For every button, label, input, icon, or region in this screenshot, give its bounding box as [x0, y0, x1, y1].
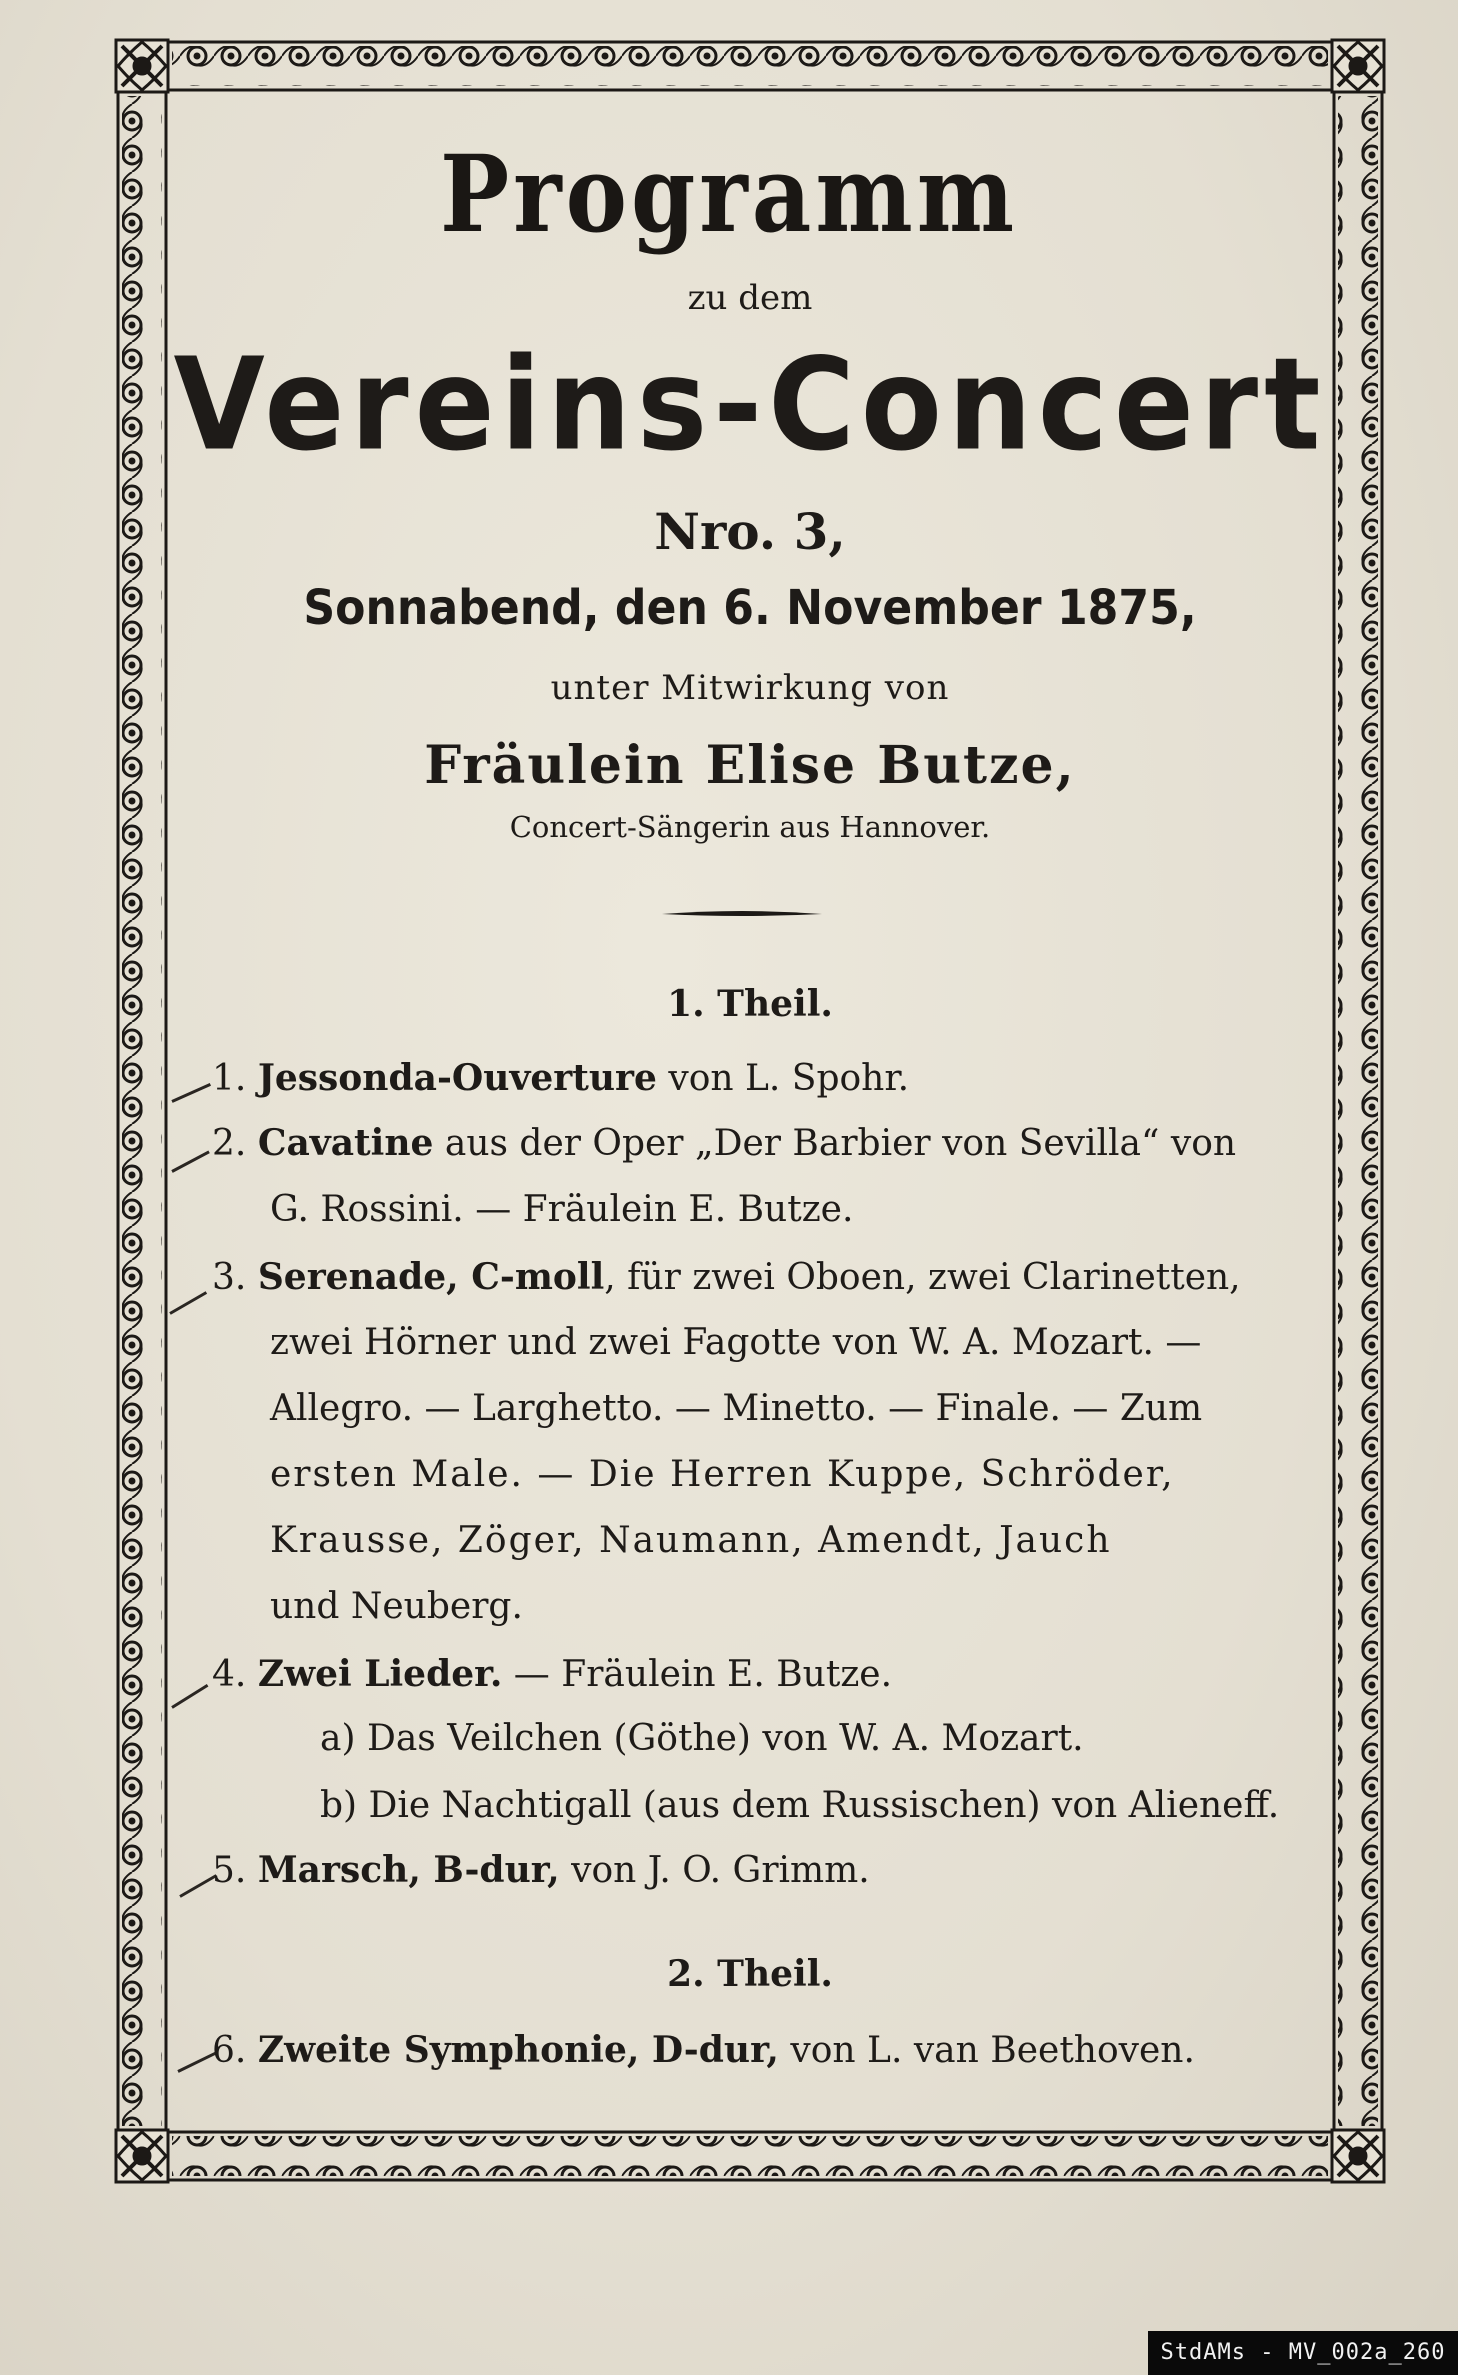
archive-stamp: StdAMs - MV_002a_260	[1148, 2331, 1458, 2375]
item-details: von L. Spohr.	[656, 1058, 910, 1099]
programme-item-3-cont: zwei Hörner und zwei Fagotte von W. A. Mozart. —	[270, 1322, 1202, 1363]
item-work-title: Serenade, C-moll	[257, 1256, 605, 1298]
performer-name: Fräulein Elise Butze,	[424, 735, 1076, 796]
item-number: 5.	[212, 1850, 247, 1891]
programme-item-1	[212, 1056, 909, 1101]
programme-item-3	[212, 1255, 1241, 1300]
pencil-tick	[177, 2052, 216, 2073]
cooperation-line: unter Mitwirkung von	[550, 668, 950, 708]
item-details: von L. van Beethoven.	[778, 2030, 1195, 2071]
divider-ornament	[662, 910, 822, 918]
item-details: , für zwei Oboen, zwei Clarinetten,	[604, 1257, 1241, 1298]
item-number: 3.	[212, 1257, 247, 1298]
programme-item-3-cont: und Neuberg.	[270, 1586, 523, 1627]
item-work-title: Jessonda-Ouverture	[257, 1057, 657, 1099]
pencil-tick	[171, 1083, 211, 1103]
concert-date: Sonnabend, den 6. November 1875,	[303, 580, 1197, 636]
pencil-tick	[171, 1684, 208, 1709]
concert-title: Vereins-Concert	[173, 329, 1327, 479]
item-number: 2.	[212, 1123, 247, 1164]
programme-item-4a: a) Das Veilchen (Göthe) von W. A. Mozart.	[320, 1718, 1084, 1759]
pencil-tick	[171, 1150, 209, 1172]
programme-item-4	[212, 1652, 892, 1697]
subheading-zu-dem: zu dem	[687, 278, 813, 318]
item-details: — Fräulein E. Butze.	[502, 1654, 893, 1695]
programme-item-2-cont: G. Rossini. — Fräulein E. Butze.	[270, 1189, 854, 1230]
pencil-tick	[169, 1291, 207, 1315]
item-number: 4.	[212, 1654, 247, 1695]
programme-item-6	[212, 2028, 1195, 2073]
item-details: von J. O. Grimm.	[559, 1850, 870, 1891]
programme-item-3-cont: Krausse, Zöger, Naumann, Amendt, Jauch	[270, 1520, 1112, 1561]
part-2-heading: 2. Theil.	[667, 1953, 833, 1995]
item-work-title: Zweite Symphonie, D-dur,	[257, 2029, 779, 2071]
programme-item-3-cont: ersten Male. — Die Herren Kuppe, Schröder,	[270, 1454, 1175, 1495]
item-number: 1.	[212, 1058, 247, 1099]
part-1-heading: 1. Theil.	[667, 983, 833, 1025]
programme-item-3-cont: Allegro. — Larghetto. — Minetto. — Finale. — Zum	[270, 1388, 1203, 1429]
item-details: aus der Oper „Der Barbier von Sevilla“ von	[433, 1123, 1237, 1164]
item-work-title: Zwei Lieder.	[257, 1653, 503, 1695]
programme-item-2	[212, 1121, 1236, 1166]
programme-item-4b: b) Die Nachtigall (aus dem Russischen) von Alieneff.	[320, 1785, 1280, 1826]
programme-item-5	[212, 1848, 870, 1893]
item-work-title: Marsch, B-dur,	[257, 1849, 560, 1891]
performer-description: Concert-Sängerin aus Hannover.	[509, 810, 991, 844]
item-number: 6.	[212, 2030, 247, 2071]
programme-heading: Programm	[439, 131, 1019, 257]
item-work-title: Cavatine	[257, 1122, 434, 1164]
concert-number: Nro. 3,	[654, 502, 846, 561]
